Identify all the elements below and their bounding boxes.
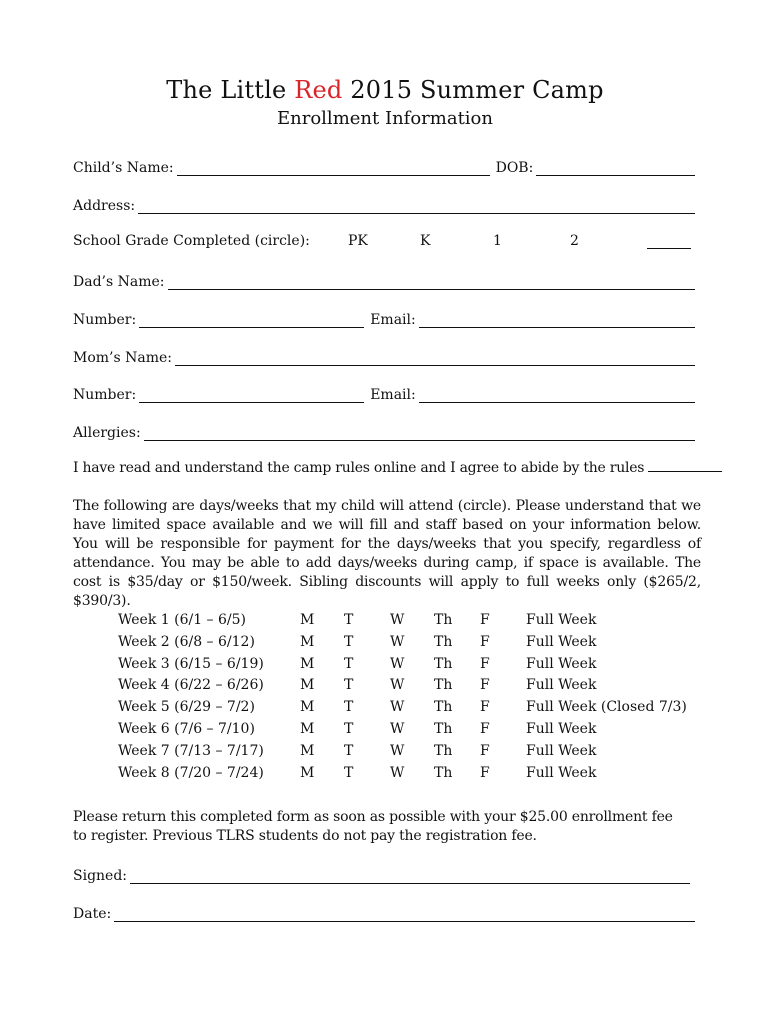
grade-option-k[interactable]: K (420, 233, 431, 249)
dad-contact-row (73, 308, 695, 328)
day-option-m[interactable]: M (300, 742, 315, 759)
signature-field[interactable] (130, 869, 690, 884)
mom-name-label: Mom’s Name: (73, 350, 172, 366)
rules-agreement (73, 459, 713, 478)
title-red-word: Red (294, 76, 343, 104)
dad-number-label: Number: (73, 312, 137, 328)
day-option-th[interactable]: Th (434, 699, 453, 716)
address-field[interactable] (138, 199, 695, 214)
day-option-th[interactable]: Th (434, 764, 453, 781)
mom-number-field[interactable] (139, 388, 364, 403)
dad-email-field[interactable] (419, 313, 695, 328)
week-label: Week 6 (7/6 – 7/10) (118, 721, 255, 737)
day-option-th[interactable]: Th (434, 633, 453, 650)
day-option-w[interactable]: W (390, 633, 405, 650)
form-title (0, 76, 770, 104)
grade-option-2[interactable]: 2 (570, 233, 579, 249)
day-option-w[interactable]: W (390, 612, 405, 628)
day-option-t[interactable]: T (344, 633, 354, 650)
title-part-1: The Little (166, 76, 295, 104)
day-option-m[interactable]: M (300, 677, 315, 694)
day-option-m[interactable]: M (300, 612, 315, 628)
day-option-th[interactable]: Th (434, 655, 453, 672)
day-option-f[interactable]: F (480, 633, 490, 650)
return-instructions: Please return this completed form as soon as possible with your $25.00 enrollment fee to register. Previous TLRS students do not pay the registration fee. (73, 809, 673, 844)
title-part-2: 2015 Summer Camp (342, 76, 604, 104)
grade-label: School Grade Completed (circle): (73, 233, 310, 249)
full-week-option[interactable]: Full Week (526, 764, 597, 781)
dad-name-label: Dad’s Name: (73, 274, 165, 290)
child-name-row (73, 156, 695, 176)
week-label: Week 8 (7/20 – 7/24) (118, 764, 264, 781)
child-name-label: Child’s Name: (73, 160, 174, 176)
day-option-m[interactable]: M (300, 721, 315, 737)
date-label: Date: (73, 906, 112, 922)
full-week-option[interactable]: Full Week (526, 721, 597, 737)
day-option-th[interactable]: Th (434, 612, 453, 628)
day-option-m[interactable]: M (300, 655, 315, 672)
week-label: Week 7 (7/13 – 7/17) (118, 742, 264, 759)
day-option-m[interactable]: M (300, 633, 315, 650)
form-subtitle: Enrollment Information (277, 108, 493, 129)
full-week-option[interactable]: Full Week (526, 633, 597, 650)
full-week-option[interactable]: Full Week (526, 612, 597, 628)
day-option-th[interactable]: Th (434, 742, 453, 759)
day-option-f[interactable]: F (480, 742, 490, 759)
week-label: Week 4 (6/22 – 6/26) (118, 677, 264, 694)
mom-email-field[interactable] (419, 388, 695, 403)
dob-field[interactable] (536, 161, 695, 176)
grade-option-1[interactable]: 1 (493, 233, 502, 249)
child-name-field[interactable] (177, 161, 490, 176)
address-row (73, 194, 695, 214)
date-row (73, 902, 695, 922)
mom-email-label: Email: (370, 387, 416, 403)
day-option-w[interactable]: W (390, 764, 405, 781)
signed-row (73, 864, 695, 884)
dad-name-field[interactable] (168, 275, 696, 290)
day-option-t[interactable]: T (344, 699, 354, 716)
rules-agreement-text: I have read and understand the camp rules online and I agree to abide by the rules (73, 460, 645, 476)
day-option-w[interactable]: W (390, 742, 405, 759)
week-label: Week 1 (6/1 – 6/5) (118, 612, 246, 628)
dad-name-row (73, 270, 695, 290)
attendance-instructions: The following are days/weeks that my child will attend (circle). Please understand that we have limited space available and we will fill and staff based on your information below. You will be responsible for payment for the days/weeks that you specify, regardless of attendance. You may be able to add days/weeks during camp, if space is available. The cost is $35/day or $150/week. Sibling discounts will apply to full weeks only ($265/2, $390/3). (73, 498, 701, 609)
dad-number-field[interactable] (139, 313, 364, 328)
full-week-option[interactable]: Full Week (526, 655, 597, 672)
day-option-f[interactable]: F (480, 699, 490, 716)
mom-name-field[interactable] (175, 351, 695, 366)
dad-email-label: Email: (370, 312, 416, 328)
day-option-t[interactable]: T (344, 721, 354, 737)
allergies-field[interactable] (144, 426, 695, 441)
mom-contact-row (73, 383, 695, 403)
rules-initial-field[interactable] (648, 459, 722, 472)
day-option-t[interactable]: T (344, 742, 354, 759)
allergies-row (73, 421, 695, 441)
day-option-w[interactable]: W (390, 721, 405, 737)
day-option-t[interactable]: T (344, 677, 354, 694)
dob-label: DOB: (495, 160, 534, 176)
week-label: Week 3 (6/15 – 6/19) (118, 655, 264, 672)
day-option-m[interactable]: M (300, 699, 315, 716)
signed-label: Signed: (73, 868, 128, 884)
day-option-t[interactable]: T (344, 655, 354, 672)
day-option-m[interactable]: M (300, 764, 315, 781)
allergies-label: Allergies: (73, 425, 141, 441)
mom-number-label: Number: (73, 387, 137, 403)
day-option-f[interactable]: F (480, 655, 490, 672)
week-label: Week 2 (6/8 – 6/12) (118, 633, 255, 650)
full-week-option[interactable]: Full Week (526, 742, 597, 759)
day-option-t[interactable]: T (344, 764, 354, 781)
mom-name-row (73, 346, 695, 366)
date-field[interactable] (114, 907, 695, 922)
day-option-w[interactable]: W (390, 699, 405, 716)
day-option-th[interactable]: Th (434, 721, 453, 737)
address-label: Address: (73, 198, 136, 214)
day-option-w[interactable]: W (390, 677, 405, 694)
grade-other-field[interactable] (647, 248, 691, 249)
day-option-w[interactable]: W (390, 655, 405, 672)
day-option-f[interactable]: F (480, 612, 490, 628)
day-option-t[interactable]: T (344, 612, 354, 628)
day-option-f[interactable]: F (480, 677, 490, 694)
grade-option-pk[interactable]: PK (348, 233, 368, 249)
full-week-option[interactable]: Full Week (526, 677, 597, 694)
full-week-option[interactable]: Full Week (Closed 7/3) (526, 699, 687, 716)
day-option-f[interactable]: F (480, 764, 490, 781)
day-option-f[interactable]: F (480, 721, 490, 737)
week-label: Week 5 (6/29 – 7/2) (118, 699, 255, 716)
day-option-th[interactable]: Th (434, 677, 453, 694)
